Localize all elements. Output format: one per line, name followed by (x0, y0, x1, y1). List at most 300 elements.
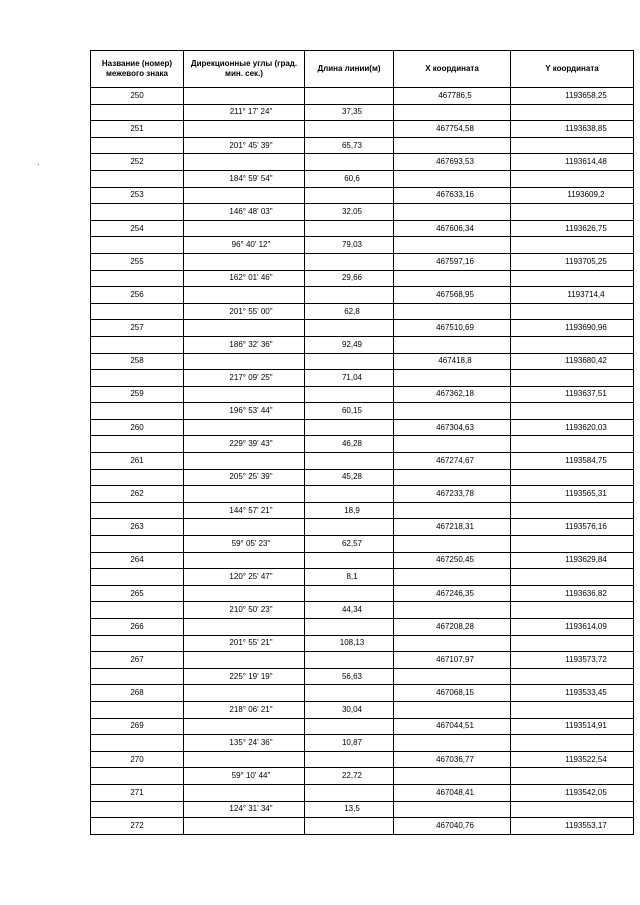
x-coordinate-value: 467107,97 (436, 654, 474, 664)
x-coordinate-cell (394, 536, 511, 553)
direction-angle-cell (184, 569, 305, 586)
direction-angle-value: 225° 19' 19" (229, 671, 273, 681)
line-length-cell (305, 88, 394, 105)
x-coordinate-value: 467040,76 (436, 820, 474, 830)
line-length-value: 71,04 (341, 372, 363, 382)
mark-name-cell (91, 602, 184, 619)
y-coordinate-cell (511, 170, 634, 187)
table-header (91, 51, 634, 88)
y-coordinate-value: 1193636,82 (565, 588, 607, 598)
direction-angle-cell (184, 104, 305, 121)
direction-angle-cell (184, 253, 305, 270)
direction-angle-cell (184, 585, 305, 602)
x-coordinate-cell (394, 519, 511, 536)
header-y-coordinate: Y координата (511, 51, 634, 88)
direction-angle-value: 184° 59' 54" (229, 173, 273, 183)
direction-angle-cell (184, 336, 305, 353)
line-length-cell (305, 519, 394, 536)
x-coordinate-cell (394, 370, 511, 387)
direction-angle-cell (184, 353, 305, 370)
direction-angle-cell (184, 751, 305, 768)
y-coordinate-value: 1193637,51 (565, 389, 607, 399)
table-row (91, 336, 634, 353)
y-coordinate-cell (511, 336, 634, 353)
x-coordinate-cell (394, 386, 511, 403)
x-coordinate-cell (394, 170, 511, 187)
direction-angle-cell (184, 685, 305, 702)
y-coordinate-cell (511, 619, 634, 636)
x-coordinate-value: 467246,35 (436, 588, 474, 598)
x-coordinate-cell (394, 502, 511, 519)
direction-angle-cell (184, 502, 305, 519)
line-length-value: 62,57 (341, 538, 363, 548)
table-row (91, 784, 634, 801)
direction-angle-cell (184, 170, 305, 187)
mark-name-cell (91, 303, 184, 320)
line-length-value: 29,66 (341, 273, 363, 283)
table-row (91, 469, 634, 486)
x-coordinate-cell (394, 552, 511, 569)
x-coordinate-cell (394, 486, 511, 503)
x-coordinate-cell (394, 220, 511, 237)
y-coordinate-value: 1193680,42 (565, 356, 607, 366)
table-row (91, 204, 634, 221)
mark-name-cell (91, 801, 184, 818)
table-row (91, 303, 634, 320)
line-length-cell (305, 635, 394, 652)
header-row (91, 51, 634, 88)
direction-angle-value: 59° 05' 23" (231, 538, 271, 548)
direction-angle-value: 217° 09' 25" (229, 372, 273, 382)
line-length-cell (305, 685, 394, 702)
x-coordinate-cell (394, 751, 511, 768)
direction-angle-cell (184, 121, 305, 138)
x-coordinate-cell (394, 403, 511, 420)
mark-name-cell (91, 635, 184, 652)
x-coordinate-cell (394, 419, 511, 436)
table-row (91, 170, 634, 187)
y-coordinate-value: 1193565,31 (565, 489, 607, 499)
y-coordinate-cell (511, 154, 634, 171)
x-coordinate-cell (394, 652, 511, 669)
y-coordinate-value: 1193614,48 (565, 157, 607, 167)
table-row (91, 270, 634, 287)
y-coordinate-value: 1193638,85 (565, 123, 607, 133)
line-length-cell (305, 187, 394, 204)
x-coordinate-cell (394, 287, 511, 304)
y-coordinate-cell (511, 718, 634, 735)
x-coordinate-value: 467044,51 (436, 721, 474, 731)
direction-angle-cell (184, 187, 305, 204)
line-length-cell (305, 569, 394, 586)
line-length-cell (305, 585, 394, 602)
direction-angle-cell (184, 303, 305, 320)
table-row (91, 519, 634, 536)
direction-angle-value: 124° 31' 34" (229, 804, 273, 814)
y-coordinate-value: 1193522,54 (565, 754, 607, 764)
x-coordinate-value: 467693,53 (436, 157, 474, 167)
y-coordinate-value: 1193629,84 (565, 555, 607, 565)
x-coordinate-cell (394, 569, 511, 586)
table-row (91, 635, 634, 652)
y-coordinate-value: 1193542,05 (565, 787, 607, 797)
direction-angle-cell (184, 536, 305, 553)
y-coordinate-cell (511, 370, 634, 387)
line-length-cell (305, 486, 394, 503)
y-coordinate-cell (511, 270, 634, 287)
x-coordinate-cell (394, 685, 511, 702)
table-row (91, 536, 634, 553)
direction-angle-cell (184, 652, 305, 669)
x-coordinate-value: 467048,41 (436, 787, 474, 797)
mark-name-cell: 263 (91, 519, 184, 536)
mark-name-cell: 271 (91, 784, 184, 801)
line-length-cell (305, 784, 394, 801)
scan-speck (38, 164, 39, 165)
table-row (91, 320, 634, 337)
line-length-value: 45,28 (341, 472, 363, 482)
table-row (91, 287, 634, 304)
x-coordinate-cell (394, 718, 511, 735)
table-row (91, 652, 634, 669)
direction-angle-cell (184, 619, 305, 636)
y-coordinate-cell (511, 685, 634, 702)
mark-name-cell (91, 270, 184, 287)
mark-name-cell: 265 (91, 585, 184, 602)
direction-angle-cell (184, 818, 305, 835)
direction-angle-value: 162° 01' 46" (229, 273, 273, 283)
table-row (91, 253, 634, 270)
line-length-value: 8,1 (346, 572, 358, 582)
mark-name-cell: 256 (91, 287, 184, 304)
line-length-cell (305, 370, 394, 387)
x-coordinate-cell (394, 701, 511, 718)
line-length-value: 108,13 (339, 638, 365, 648)
x-coordinate-value: 467418,8 (438, 356, 472, 366)
direction-angle-cell (184, 668, 305, 685)
y-coordinate-cell (511, 502, 634, 519)
header-line-length: Длина линии(м) (305, 51, 394, 88)
x-coordinate-cell (394, 336, 511, 353)
mark-name-cell: 257 (91, 320, 184, 337)
table-row (91, 137, 634, 154)
direction-angle-cell (184, 784, 305, 801)
y-coordinate-value: 1193620,03 (565, 422, 607, 432)
y-coordinate-cell (511, 652, 634, 669)
mark-name-cell (91, 204, 184, 221)
header-direction-angle: Дирекционные углы (град. мин. сек.) (184, 51, 305, 88)
table-row (91, 619, 634, 636)
y-coordinate-cell (511, 104, 634, 121)
x-coordinate-value: 467218,31 (436, 522, 474, 532)
y-coordinate-value: 1193690,96 (565, 323, 607, 333)
direction-angle-cell (184, 403, 305, 420)
direction-angle-value: 201° 45' 39" (229, 140, 273, 150)
direction-angle-cell (184, 370, 305, 387)
x-coordinate-cell (394, 585, 511, 602)
x-coordinate-value: 467208,28 (436, 621, 474, 631)
mark-name-cell: 267 (91, 652, 184, 669)
mark-name-cell: 259 (91, 386, 184, 403)
direction-angle-cell (184, 718, 305, 735)
y-coordinate-cell (511, 602, 634, 619)
line-length-cell (305, 718, 394, 735)
line-length-cell (305, 121, 394, 138)
mark-name-cell: 264 (91, 552, 184, 569)
x-coordinate-value: 467568,95 (436, 289, 474, 299)
line-length-value: 60,6 (344, 173, 360, 183)
line-length-value: 37,35 (341, 107, 363, 117)
table-row (91, 585, 634, 602)
line-length-value: 46,28 (341, 439, 363, 449)
direction-angle-cell (184, 204, 305, 221)
y-coordinate-cell (511, 701, 634, 718)
y-coordinate-cell (511, 486, 634, 503)
x-coordinate-value: 467754,58 (436, 123, 474, 133)
table-row (91, 436, 634, 453)
x-coordinate-cell (394, 619, 511, 636)
y-coordinate-cell (511, 453, 634, 470)
line-length-cell (305, 453, 394, 470)
x-coordinate-cell (394, 154, 511, 171)
x-coordinate-value: 467597,16 (436, 256, 474, 266)
y-coordinate-cell (511, 519, 634, 536)
y-coordinate-cell (511, 121, 634, 138)
x-coordinate-cell (394, 353, 511, 370)
line-length-cell (305, 552, 394, 569)
line-length-cell (305, 154, 394, 171)
y-coordinate-cell (511, 569, 634, 586)
x-coordinate-cell (394, 320, 511, 337)
x-coordinate-cell (394, 469, 511, 486)
mark-name-cell (91, 569, 184, 586)
x-coordinate-cell (394, 270, 511, 287)
y-coordinate-cell (511, 320, 634, 337)
direction-angle-value: 211° 17' 24" (229, 107, 273, 117)
mark-name-cell: 261 (91, 453, 184, 470)
x-coordinate-value: 467633,16 (436, 190, 474, 200)
direction-angle-cell (184, 768, 305, 785)
direction-angle-cell (184, 436, 305, 453)
table-row (91, 718, 634, 735)
direction-angle-cell (184, 519, 305, 536)
line-length-cell (305, 419, 394, 436)
line-length-cell (305, 751, 394, 768)
table-row (91, 486, 634, 503)
table-row (91, 419, 634, 436)
mark-name-cell: 253 (91, 187, 184, 204)
y-coordinate-cell (511, 552, 634, 569)
y-coordinate-cell (511, 253, 634, 270)
direction-angle-cell (184, 220, 305, 237)
mark-name-cell (91, 104, 184, 121)
y-coordinate-cell (511, 303, 634, 320)
y-coordinate-cell (511, 403, 634, 420)
y-coordinate-cell (511, 768, 634, 785)
line-length-cell (305, 104, 394, 121)
line-length-value: 18,9 (344, 505, 360, 515)
table-row (91, 104, 634, 121)
mark-name-cell (91, 536, 184, 553)
y-coordinate-cell (511, 536, 634, 553)
mark-name-cell: 260 (91, 419, 184, 436)
y-coordinate-cell (511, 237, 634, 254)
table-row (91, 220, 634, 237)
y-coordinate-cell (511, 187, 634, 204)
table-row (91, 685, 634, 702)
y-coordinate-cell (511, 784, 634, 801)
x-coordinate-value: 467036,77 (436, 754, 474, 764)
y-coordinate-value: 1193658,25 (565, 90, 607, 100)
table-row (91, 386, 634, 403)
line-length-cell (305, 652, 394, 669)
x-coordinate-cell (394, 187, 511, 204)
direction-angle-cell (184, 154, 305, 171)
mark-name-cell: 254 (91, 220, 184, 237)
line-length-cell (305, 735, 394, 752)
y-coordinate-cell (511, 88, 634, 105)
direction-angle-value: 186° 32' 36" (229, 339, 273, 349)
x-coordinate-cell (394, 784, 511, 801)
mark-name-cell: 269 (91, 718, 184, 735)
mark-name-cell: 266 (91, 619, 184, 636)
line-length-cell (305, 818, 394, 835)
direction-angle-cell (184, 419, 305, 436)
line-length-cell (305, 668, 394, 685)
line-length-cell (305, 801, 394, 818)
x-coordinate-cell (394, 204, 511, 221)
table-row (91, 502, 634, 519)
direction-angle-value: 196° 53' 44" (229, 406, 273, 416)
y-coordinate-cell (511, 818, 634, 835)
y-coordinate-cell (511, 751, 634, 768)
direction-angle-cell (184, 469, 305, 486)
x-coordinate-cell (394, 436, 511, 453)
line-length-cell (305, 220, 394, 237)
line-length-cell (305, 386, 394, 403)
line-length-cell (305, 320, 394, 337)
table-row (91, 801, 634, 818)
mark-name-cell (91, 403, 184, 420)
line-length-value: 92,49 (341, 339, 363, 349)
x-coordinate-cell (394, 768, 511, 785)
y-coordinate-cell (511, 436, 634, 453)
direction-angle-value: 120° 25' 47" (229, 572, 273, 582)
direction-angle-value: 205° 25' 39" (229, 472, 273, 482)
mark-name-cell (91, 137, 184, 154)
table-row (91, 353, 634, 370)
direction-angle-cell (184, 320, 305, 337)
x-coordinate-cell (394, 253, 511, 270)
direction-angle-value: 229° 39' 43" (229, 439, 273, 449)
line-length-cell (305, 469, 394, 486)
mark-name-cell (91, 170, 184, 187)
line-length-cell (305, 270, 394, 287)
y-coordinate-cell (511, 469, 634, 486)
table-row (91, 121, 634, 138)
direction-angle-value: 218° 06' 21" (229, 704, 273, 714)
direction-angle-cell (184, 287, 305, 304)
x-coordinate-cell (394, 602, 511, 619)
y-coordinate-value: 1193533,45 (565, 688, 607, 698)
line-length-cell (305, 502, 394, 519)
x-coordinate-cell (394, 137, 511, 154)
header-x-coordinate: X координата (394, 51, 511, 88)
mark-name-cell: 262 (91, 486, 184, 503)
mark-name-cell (91, 701, 184, 718)
mark-name-cell: 258 (91, 353, 184, 370)
direction-angle-value: 96° 40' 12" (231, 240, 271, 250)
y-coordinate-value: 1193705,25 (565, 256, 607, 266)
line-length-value: 60,15 (341, 406, 363, 416)
table-row (91, 735, 634, 752)
direction-angle-cell (184, 137, 305, 154)
table-row (91, 701, 634, 718)
table-row (91, 668, 634, 685)
direction-angle-value: 210° 50' 23" (229, 605, 273, 615)
line-length-cell (305, 303, 394, 320)
direction-angle-cell (184, 602, 305, 619)
x-coordinate-cell (394, 453, 511, 470)
mark-name-cell (91, 469, 184, 486)
mark-name-cell: 270 (91, 751, 184, 768)
direction-angle-cell (184, 270, 305, 287)
y-coordinate-cell (511, 801, 634, 818)
line-length-cell (305, 204, 394, 221)
direction-angle-cell (184, 237, 305, 254)
line-length-cell (305, 536, 394, 553)
table-row (91, 602, 634, 619)
mark-name-cell (91, 502, 184, 519)
mark-name-cell (91, 668, 184, 685)
x-coordinate-value: 467250,45 (436, 555, 474, 565)
x-coordinate-cell (394, 735, 511, 752)
x-coordinate-value: 467786,5 (438, 90, 472, 100)
direction-angle-value: 201° 55' 21" (229, 638, 273, 648)
line-length-cell (305, 170, 394, 187)
table-row (91, 187, 634, 204)
mark-name-cell: 268 (91, 685, 184, 702)
direction-angle-cell (184, 701, 305, 718)
direction-angle-value: 59° 10' 44" (231, 771, 271, 781)
line-length-value: 65,73 (341, 140, 363, 150)
mark-name-cell: 250 (91, 88, 184, 105)
direction-angle-cell (184, 386, 305, 403)
mark-name-cell (91, 735, 184, 752)
x-coordinate-cell (394, 668, 511, 685)
y-coordinate-cell (511, 220, 634, 237)
table-row (91, 237, 634, 254)
direction-angle-cell (184, 635, 305, 652)
y-coordinate-cell (511, 635, 634, 652)
table-row (91, 818, 634, 835)
mark-name-cell: 251 (91, 121, 184, 138)
table-row (91, 403, 634, 420)
y-coordinate-value: 1193573,72 (565, 654, 607, 664)
x-coordinate-value: 467606,34 (436, 223, 474, 233)
direction-angle-cell (184, 453, 305, 470)
mark-name-cell (91, 768, 184, 785)
boundary-marks-table (90, 50, 634, 835)
mark-name-cell: 272 (91, 818, 184, 835)
line-length-value: 56,63 (341, 671, 363, 681)
y-coordinate-cell (511, 386, 634, 403)
line-length-value: 10,87 (341, 737, 363, 747)
y-coordinate-value: 1193614,09 (565, 621, 607, 631)
table-row (91, 453, 634, 470)
x-coordinate-cell (394, 88, 511, 105)
line-length-cell (305, 701, 394, 718)
